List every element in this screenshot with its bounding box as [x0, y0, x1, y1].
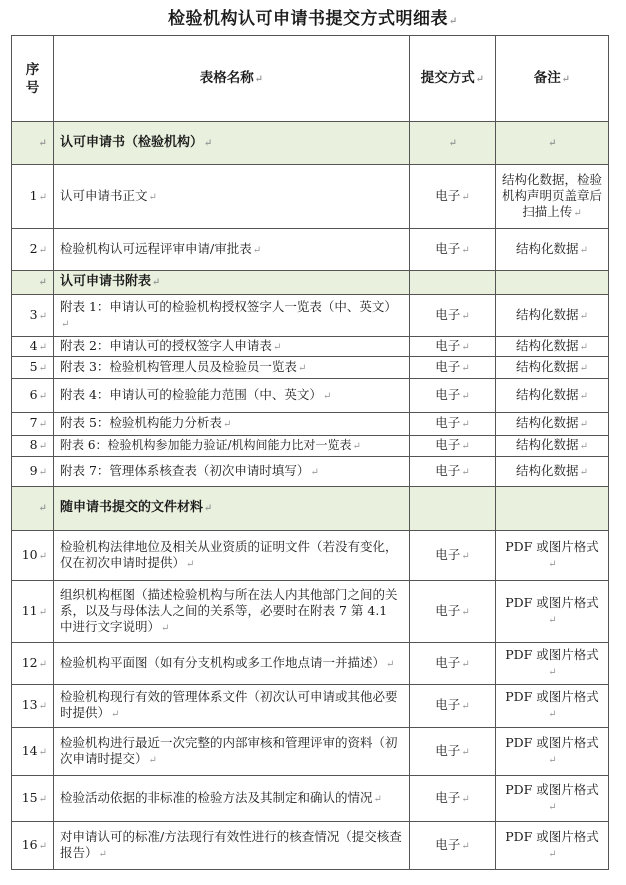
paragraph-mark-icon: ↵ — [38, 840, 47, 852]
row-method: 电子↵ — [410, 822, 496, 870]
table-row — [12, 357, 609, 379]
paragraph-mark-icon: ↵ — [373, 793, 382, 805]
paragraph-mark-icon: ↵ — [579, 362, 588, 374]
paragraph-mark-icon: ↵ — [38, 137, 47, 149]
page-title — [0, 4, 626, 29]
row-method: 电子↵ — [410, 165, 496, 229]
row-note: PDF 或图片格式↵ — [496, 581, 609, 643]
paragraph-mark-icon: ↵ — [38, 277, 47, 288]
table-row — [12, 436, 609, 457]
table-row — [12, 581, 609, 643]
paragraph-mark-icon: ↵ — [561, 73, 571, 85]
paragraph-mark-icon: ↵ — [548, 754, 557, 766]
row-method: 电子↵ — [410, 581, 496, 643]
paragraph-mark-icon: ↵ — [38, 441, 47, 452]
table-row — [12, 337, 609, 357]
table-row — [12, 822, 609, 870]
paragraph-mark-icon: ↵ — [579, 390, 588, 402]
row-number: 8↵ — [12, 436, 54, 457]
paragraph-mark-icon: ↵ — [461, 466, 470, 478]
header-no: 序号 — [12, 36, 54, 122]
paragraph-mark-icon: ↵ — [38, 606, 47, 618]
paragraph-mark-icon: ↵ — [461, 606, 470, 618]
row-number: 5↵ — [12, 357, 54, 379]
row-method: 电子↵ — [410, 728, 496, 776]
header-name: 表格名称↵ — [54, 36, 410, 122]
paragraph-mark-icon: ↵ — [254, 73, 264, 85]
row-note: 结构化数据↵ — [496, 436, 609, 457]
row-note: 结构化数据↵ — [496, 295, 609, 337]
paragraph-mark-icon: ↵ — [386, 658, 395, 670]
paragraph-mark-icon: ↵ — [461, 550, 470, 562]
row-note: 结构化数据↵ — [496, 457, 609, 487]
header-row — [12, 36, 609, 122]
row-number: 3↵ — [12, 295, 54, 337]
row-method: 电子↵ — [410, 337, 496, 357]
section-row — [12, 487, 609, 531]
paragraph-mark-icon: ↵ — [38, 746, 47, 758]
paragraph-mark-icon: ↵ — [461, 341, 470, 353]
paragraph-mark-icon: ↵ — [111, 709, 120, 720]
table-row — [12, 728, 609, 776]
row-note: PDF 或图片格式↵ — [496, 685, 609, 728]
row-note: 结构化数据，检验机构声明页盖章后扫描上传↵ — [496, 165, 609, 229]
row-method: 电子↵ — [410, 685, 496, 728]
row-name: 检验机构认可远程评审申请/审批表↵ — [54, 229, 410, 271]
paragraph-mark-icon: ↵ — [548, 137, 557, 149]
row-name: 附表 6：检验机构参加能力验证/机构间能力比对一览表↵ — [54, 436, 410, 457]
row-note: 结构化数据↵ — [496, 413, 609, 436]
row-note: PDF 或图片格式↵ — [496, 776, 609, 822]
paragraph-mark-icon: ↵ — [548, 558, 557, 570]
paragraph-mark-icon: ↵ — [38, 244, 47, 256]
row-number: 6↵ — [12, 379, 54, 413]
section-heading: 认可申请书附表↵ — [54, 271, 410, 295]
row-name: 附表 1：申请认可的检验机构授权签字人一览表（中、英文）↵ — [54, 295, 410, 337]
paragraph-mark-icon: ↵ — [222, 419, 232, 430]
paragraph-mark-icon: ↵ — [38, 793, 47, 805]
table-row — [12, 379, 609, 413]
paragraph-mark-icon: ↵ — [579, 341, 588, 353]
row-note: PDF 或图片格式↵ — [496, 643, 609, 685]
section-row — [12, 122, 609, 165]
row-note: PDF 或图片格式↵ — [496, 822, 609, 870]
row-number: 1↵ — [12, 165, 54, 229]
paragraph-mark-icon: ↵ — [148, 754, 157, 766]
row-name: 附表 5：检验机构能力分析表↵ — [54, 413, 410, 436]
row-name: 附表 2：申请认可的授权签字人申请表↵ — [54, 337, 410, 357]
row-number: 12↵ — [12, 643, 54, 685]
paragraph-mark-icon: ↵ — [573, 207, 582, 219]
paragraph-mark-icon: ↵ — [38, 341, 47, 353]
row-number: 14↵ — [12, 728, 54, 776]
paragraph-mark-icon: ↵ — [297, 362, 307, 374]
paragraph-mark-icon: ↵ — [579, 419, 588, 430]
row-name: 检验机构现行有效的管理体系文件（初次认可申请或其他必要时提供）↵ — [54, 685, 410, 728]
paragraph-mark-icon: ↵ — [579, 466, 588, 478]
paragraph-mark-icon: ↵ — [98, 848, 107, 860]
paragraph-mark-icon: ↵ — [461, 419, 470, 430]
paragraph-mark-icon: ↵ — [548, 801, 557, 813]
paragraph-mark-icon: ↵ — [38, 466, 47, 478]
paragraph-mark-icon: ↵ — [38, 701, 47, 712]
row-number: 11↵ — [12, 581, 54, 643]
row-name: 附表 7：管理体系核查表（初次申请时填写）↵ — [54, 457, 410, 487]
paragraph-mark-icon: ↵ — [152, 277, 161, 288]
row-number: 9↵ — [12, 457, 54, 487]
paragraph-mark-icon: ↵ — [204, 137, 213, 149]
row-number: 7↵ — [12, 413, 54, 436]
row-name: 附表 4：申请认可的检验能力范围（中、英文）↵ — [54, 379, 410, 413]
row-number: 16↵ — [12, 822, 54, 870]
row-note: PDF 或图片格式↵ — [496, 531, 609, 581]
table-row — [12, 229, 609, 271]
paragraph-mark-icon: ↵ — [38, 191, 47, 203]
row-method: 电子↵ — [410, 643, 496, 685]
row-number: 2↵ — [12, 229, 54, 271]
paragraph-mark-icon: ↵ — [204, 503, 213, 514]
table-row — [12, 531, 609, 581]
header-method: 提交方式↵ — [410, 36, 496, 122]
row-number: 15↵ — [12, 776, 54, 822]
paragraph-mark-icon: ↵ — [310, 466, 319, 478]
section-heading: 随申请书提交的文件材料↵ — [54, 487, 410, 531]
paragraph-mark-icon: ↵ — [461, 390, 470, 402]
paragraph-mark-icon: ↵ — [38, 310, 47, 322]
row-method: 电子↵ — [410, 357, 496, 379]
table-row — [12, 457, 609, 487]
paragraph-mark-icon: ↵ — [461, 244, 470, 256]
paragraph-mark-icon: ↵ — [38, 550, 47, 562]
row-name: 附表 3：检验机构管理人员及检验员一览表↵ — [54, 357, 410, 379]
paragraph-mark-icon: ↵ — [461, 746, 470, 758]
row-method: 电子↵ — [410, 436, 496, 457]
paragraph-mark-icon: ↵ — [461, 658, 470, 670]
paragraph-mark-icon: ↵ — [579, 441, 588, 452]
paragraph-mark-icon: ↵ — [461, 701, 470, 712]
paragraph-mark-icon: ↵ — [461, 310, 470, 322]
paragraph-mark-icon: ↵ — [548, 614, 557, 626]
row-name: 组织机构框图（描述检验机构与所在法人内其他部门之间的关系，以及与母体法人之间的关系等，必要时在附表 7 第 4.1 中进行文字说明）↵ — [54, 581, 410, 643]
table-row — [12, 295, 609, 337]
row-number: 10↵ — [12, 531, 54, 581]
table-row — [12, 413, 609, 436]
section-heading: 认可申请书（检验机构）↵ — [54, 122, 410, 165]
paragraph-mark-icon: ↵ — [461, 191, 470, 203]
row-note: 结构化数据↵ — [496, 337, 609, 357]
paragraph-mark-icon: ↵ — [548, 709, 557, 720]
paragraph-mark-icon: ↵ — [38, 503, 47, 514]
table-row — [12, 165, 609, 229]
table-row — [12, 643, 609, 685]
paragraph-mark-icon: ↵ — [272, 341, 282, 353]
table-row — [12, 776, 609, 822]
paragraph-mark-icon: ↵ — [322, 390, 332, 402]
row-method: 电子↵ — [410, 457, 496, 487]
paragraph-mark-icon: ↵ — [148, 191, 157, 203]
paragraph-mark-icon: ↵ — [38, 390, 47, 402]
paragraph-mark-icon: ↵ — [38, 362, 47, 374]
row-name: 对申请认可的标准/方法现行有效性进行的核查情况（提交核查报告）↵ — [54, 822, 410, 870]
row-number: 13↵ — [12, 685, 54, 728]
page-title-text: 检验机构认可申请书提交方式明细表 — [168, 9, 449, 29]
paragraph-mark-icon: ↵ — [461, 362, 470, 374]
row-number: 4↵ — [12, 337, 54, 357]
header-note: 备注↵ — [496, 36, 609, 122]
paragraph-mark-icon: ↵ — [449, 16, 458, 27]
table-row — [12, 685, 609, 728]
paragraph-mark-icon: ↵ — [448, 137, 458, 149]
paragraph-mark-icon: ↵ — [61, 318, 70, 330]
row-note: PDF 或图片格式↵ — [496, 728, 609, 776]
paragraph-mark-icon: ↵ — [38, 419, 47, 430]
paragraph-mark-icon: ↵ — [461, 441, 470, 452]
paragraph-mark-icon: ↵ — [548, 666, 557, 678]
row-method: 电子↵ — [410, 413, 496, 436]
paragraph-mark-icon: ↵ — [579, 244, 588, 256]
row-method: 电子↵ — [410, 295, 496, 337]
section-row — [12, 271, 609, 295]
paragraph-mark-icon: ↵ — [461, 840, 470, 852]
paragraph-mark-icon: ↵ — [161, 622, 170, 634]
paragraph-mark-icon: ↵ — [252, 244, 262, 256]
paragraph-mark-icon: ↵ — [186, 558, 195, 570]
paragraph-mark-icon: ↵ — [548, 848, 557, 860]
row-method: 电子↵ — [410, 776, 496, 822]
row-name: 认可申请书正文↵ — [54, 165, 410, 229]
row-method: 电子↵ — [410, 379, 496, 413]
row-note: 结构化数据↵ — [496, 379, 609, 413]
row-method: 电子↵ — [410, 229, 496, 271]
paragraph-mark-icon: ↵ — [475, 73, 485, 85]
row-name: 检验活动依据的非标准的检验方法及其制定和确认的情况↵ — [54, 776, 410, 822]
paragraph-mark-icon: ↵ — [352, 441, 361, 452]
row-method: 电子↵ — [410, 531, 496, 581]
row-note: 结构化数据↵ — [496, 229, 609, 271]
row-name: 检验机构进行最近一次完整的内部审核和管理评审的资料（初次申请时提交）↵ — [54, 728, 410, 776]
row-note: 结构化数据↵ — [496, 357, 609, 379]
paragraph-mark-icon: ↵ — [579, 310, 588, 322]
row-name: 检验机构法律地位及相关从业资质的证明文件（若没有变化，仅在初次申请时提供）↵ — [54, 531, 410, 581]
paragraph-mark-icon: ↵ — [461, 793, 470, 805]
row-name: 检验机构平面图（如有分支机构或多工作地点请一并描述）↵ — [54, 643, 410, 685]
submission-table — [11, 35, 609, 870]
paragraph-mark-icon: ↵ — [38, 658, 47, 670]
